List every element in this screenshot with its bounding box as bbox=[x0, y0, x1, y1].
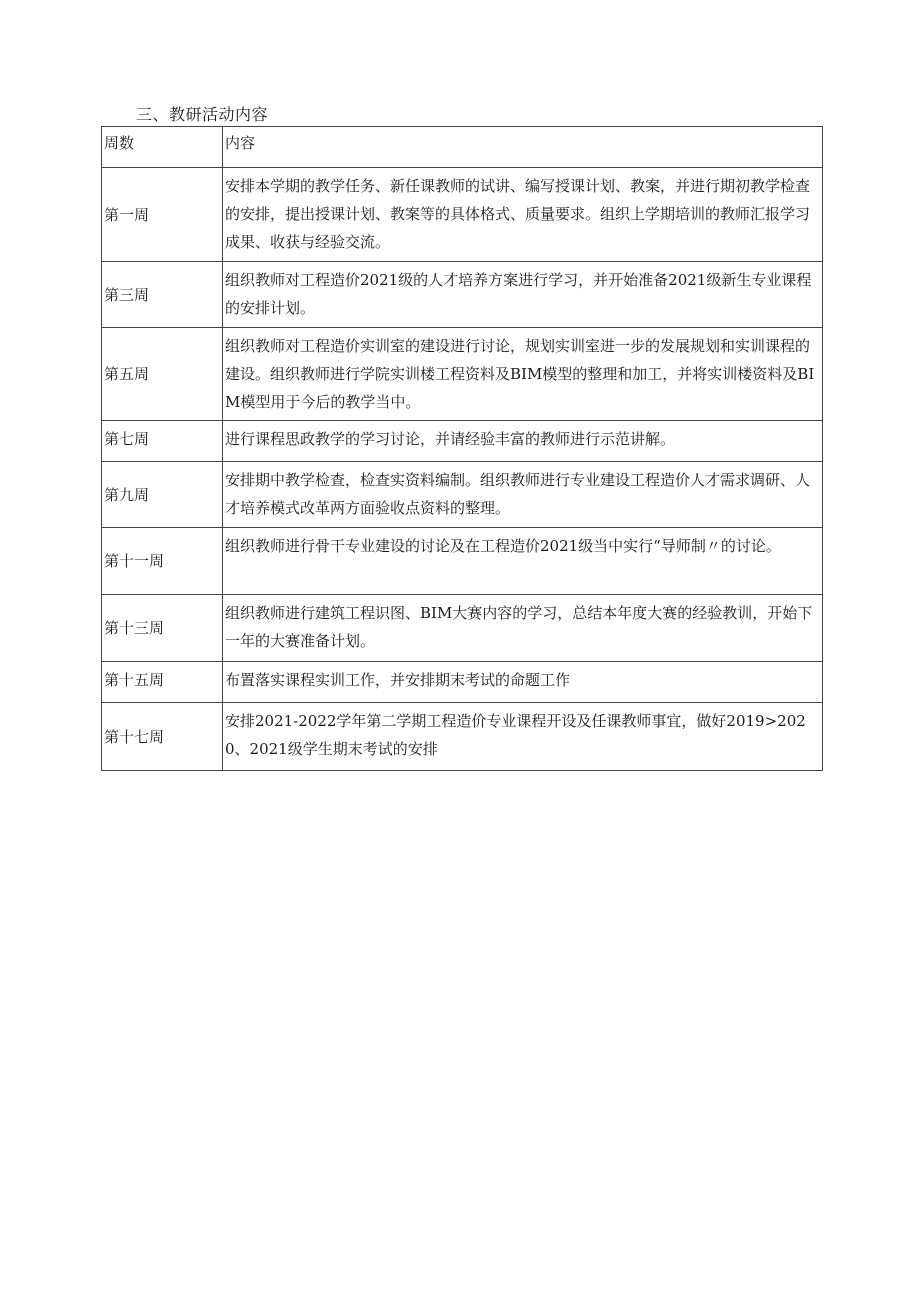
content-cell: 进行课程思政教学的学习讨论，并请经验丰富的教师进行示范讲解。 bbox=[223, 421, 823, 462]
content-cell: 安排2021-2022学年第二学期工程造价专业课程开设及任课教师事宜，做好2019>2020、2021级学生期末考试的安排 bbox=[223, 703, 823, 771]
week-cell: 第十一周 bbox=[102, 528, 223, 595]
section-heading: 三、教研活动内容 bbox=[136, 105, 269, 124]
week-cell: 第一周 bbox=[102, 168, 223, 262]
table-row bbox=[102, 595, 823, 662]
table-row bbox=[102, 528, 823, 595]
content-cell: 组织教师进行骨干专业建设的讨论及在工程造价2021级当中实行“导师制〃的讨论。 bbox=[223, 528, 823, 595]
table-row bbox=[102, 168, 823, 262]
week-cell: 第三周 bbox=[102, 262, 223, 328]
content-cell: 组织教师对工程造价实训室的建设进行讨论，规划实训室进一步的发展规划和实训课程的建设。组织教师进行学院实训楼工程资料及BIM模型的整理和加工，并将实训楼资料及BIM模型用于今后的教学当中。 bbox=[223, 328, 823, 421]
table-row bbox=[102, 421, 823, 462]
week-cell: 第七周 bbox=[102, 421, 223, 462]
content-cell: 布置落实课程实训工作，并安排期末考试的命题工作 bbox=[223, 662, 823, 703]
column-header-week: 周数 bbox=[102, 127, 223, 168]
activity-plan-table bbox=[101, 126, 823, 771]
table-row bbox=[102, 462, 823, 528]
table-row bbox=[102, 328, 823, 421]
week-cell: 第十三周 bbox=[102, 595, 223, 662]
week-cell: 第五周 bbox=[102, 328, 223, 421]
content-cell: 组织教师进行建筑工程识图、BIM大赛内容的学习，总结本年度大赛的经验教训，开始下一年的大赛准备计划。 bbox=[223, 595, 823, 662]
column-header-content: 内容 bbox=[223, 127, 823, 168]
table-row bbox=[102, 662, 823, 703]
week-cell: 第十五周 bbox=[102, 662, 223, 703]
content-cell: 组织教师对工程造价2021级的人才培养方案进行学习，并开始准备2021级新生专业课程的安排计划。 bbox=[223, 262, 823, 328]
week-cell: 第九周 bbox=[102, 462, 223, 528]
table-row bbox=[102, 262, 823, 328]
content-cell: 安排期中教学检查，检查实资料编制。组织教师进行专业建设工程造价人才需求调研、人才培养模式改革两方面验收点资料的整理。 bbox=[223, 462, 823, 528]
table-row bbox=[102, 703, 823, 771]
content-cell: 安排本学期的教学任务、新任课教师的试讲、编写授课计划、教案，并进行期初教学检查的安排，提出授课计划、教案等的具体格式、质量要求。组织上学期培训的教师汇报学习成果、收获与经验交流。 bbox=[223, 168, 823, 262]
week-cell: 第十七周 bbox=[102, 703, 223, 771]
table-header-row bbox=[102, 127, 823, 168]
